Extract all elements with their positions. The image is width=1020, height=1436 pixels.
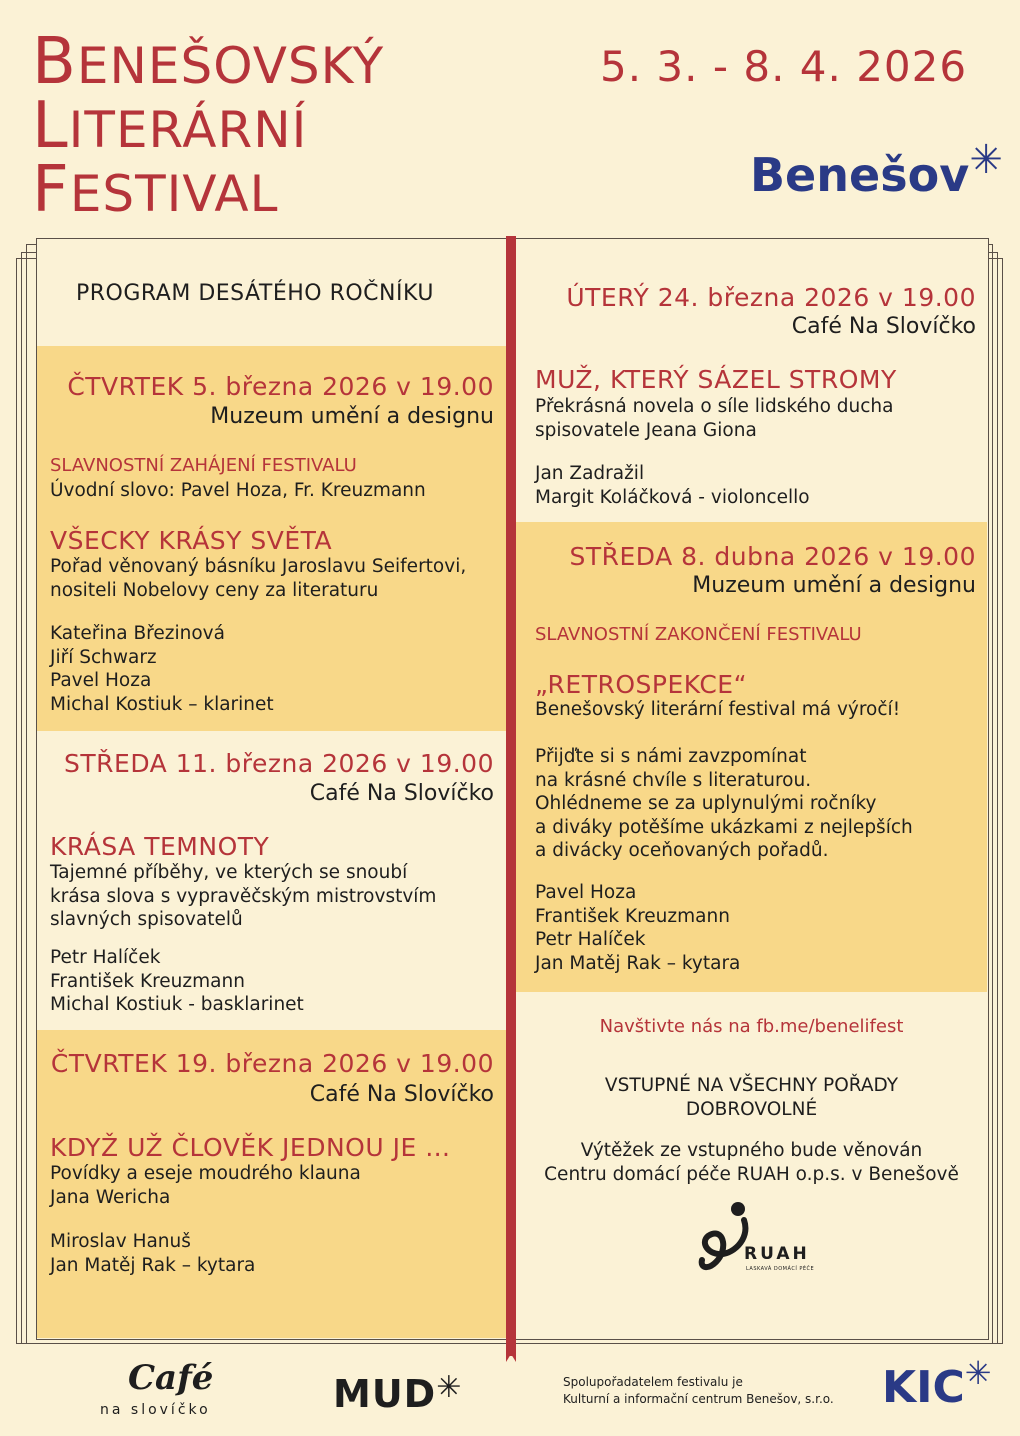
event-1-description: Pořad věnovaný básníku Jaroslavu Seifertovi, nositeli Nobelovy ceny za literaturu bbox=[50, 556, 467, 601]
star-icon: ✳ bbox=[964, 1354, 992, 1392]
event-4-venue: Café Na Slovíčko bbox=[791, 314, 976, 339]
event-2-venue: Café Na Slovíčko bbox=[309, 781, 494, 806]
event-5-title: „RETROSPEKCE“ bbox=[535, 670, 748, 699]
event-4-day: ÚTERÝ 24. března 2026 v 19.00 bbox=[566, 283, 976, 312]
benesov-logo: Benešov✳ bbox=[750, 137, 1003, 202]
mud-logo: MUD✳ bbox=[333, 1370, 463, 1416]
event-5-venue: Muzeum umění a designu bbox=[692, 573, 976, 598]
ruah-wordmark: RUAH bbox=[744, 1244, 810, 1264]
event-5-performers: Pavel Hoza František Kreuzmann Petr Halíček Jan Matěj Rak – kytara bbox=[535, 882, 741, 974]
event-5-day: STŘEDA 8. dubna 2026 v 19.00 bbox=[569, 542, 976, 571]
title-line-2: LITERÁRNÍ bbox=[32, 89, 308, 163]
ruah-logo bbox=[696, 1198, 826, 1278]
proceeds-note: Výtěžek ze vstupného bude věnován Centru domácí péče RUAH o.p.s. v Benešově bbox=[544, 1140, 959, 1185]
event-1-title: VŠECKY KRÁSY SVĚTA bbox=[50, 526, 333, 555]
event-1-venue: Muzeum umění a designu bbox=[210, 404, 494, 429]
event-2-day: STŘEDA 11. března 2026 v 19.00 bbox=[64, 749, 494, 778]
event-2-description: Tajemné příběhy, ve kterých se snoubí krása slova s vypravěčským mistrovstvím slavných spisovatelů bbox=[50, 862, 437, 930]
facebook-link[interactable]: Navštivte nás na fb.me/benelifest bbox=[599, 1016, 904, 1037]
event-1-day: ČTVRTEK 5. března 2026 v 19.00 bbox=[67, 372, 494, 401]
event-4-description: Překrásná novela o síle lidského ducha spisovatele Jeana Giona bbox=[535, 396, 894, 441]
title-line-3: FESTIVAL bbox=[32, 153, 279, 227]
ruah-tagline: LASKAVÁ DOMÁCÍ PÉČE bbox=[746, 1266, 815, 1272]
event-1-subtitle: SLAVNOSTNÍ ZAHÁJENÍ FESTIVALU bbox=[50, 455, 357, 476]
festival-dates: 5. 3. - 8. 4. 2026 bbox=[600, 42, 968, 91]
event-3-performers: Miroslav Hanuš Jan Matěj Rak – kytara bbox=[50, 1231, 256, 1276]
ribbon-tail bbox=[504, 1340, 518, 1364]
ruah-swirl-icon bbox=[696, 1198, 756, 1276]
event-1-performers: Kateřina Březinová Jiří Schwarz Pavel Hoza Michal Kostiuk – klarinet bbox=[50, 623, 274, 715]
event-2-performers: Petr Halíček František Kreuzmann Michal Kostiuk - basklarinet bbox=[50, 947, 304, 1015]
entry-fee-note: VSTUPNÉ NA VŠECHNY POŘADY DOBROVOLNÉ bbox=[604, 1075, 899, 1120]
star-icon: ✳ bbox=[969, 137, 1003, 183]
event-2-title: KRÁSA TEMNOTY bbox=[50, 832, 270, 861]
event-3-description: Povídky a eseje moudrého klauna Jana Wericha bbox=[50, 1163, 361, 1208]
event-4-title: MUŽ, KTERÝ SÁZEL STROMY bbox=[535, 365, 897, 394]
event-4-performers: Jan Zadražil Margit Koláčková - violoncello bbox=[535, 463, 810, 508]
event-3-title: KDYŽ UŽ ČLOVĚK JEDNOU JE … bbox=[50, 1133, 451, 1162]
event-5-subtitle: SLAVNOSTNÍ ZAKONČENÍ FESTIVALU bbox=[535, 624, 862, 645]
event-3-venue: Café Na Slovíčko bbox=[309, 1082, 494, 1107]
event-3-day: ČTVRTEK 19. března 2026 v 19.00 bbox=[50, 1049, 494, 1078]
program-heading: PROGRAM DESÁTÉHO ROČNÍKU bbox=[76, 281, 434, 306]
co-organizer-note: Spolupořadatelem festivalu je Kulturní a informační centrum Benešov, s.r.o. bbox=[563, 1375, 834, 1406]
title-line-1: BENEŠOVSKÝ bbox=[32, 25, 385, 99]
event-1-intro: Úvodní slovo: Pavel Hoza, Fr. Kreuzmann bbox=[50, 480, 426, 501]
book-spine-ribbon bbox=[506, 236, 516, 1356]
event-5-description: Přijďte si s námi zavzpomínat na krásné chvíle s literaturou. Ohlédneme se za uplynulými ročníky a diváky potěšíme ukázkami z nejlepších a divácky oceňovaných pořadů. bbox=[535, 746, 913, 861]
kic-logo: KIC✳ bbox=[882, 1354, 992, 1413]
event-5-tagline: Benešovský literární festival má výročí! bbox=[535, 699, 901, 720]
star-icon: ✳ bbox=[436, 1370, 463, 1405]
